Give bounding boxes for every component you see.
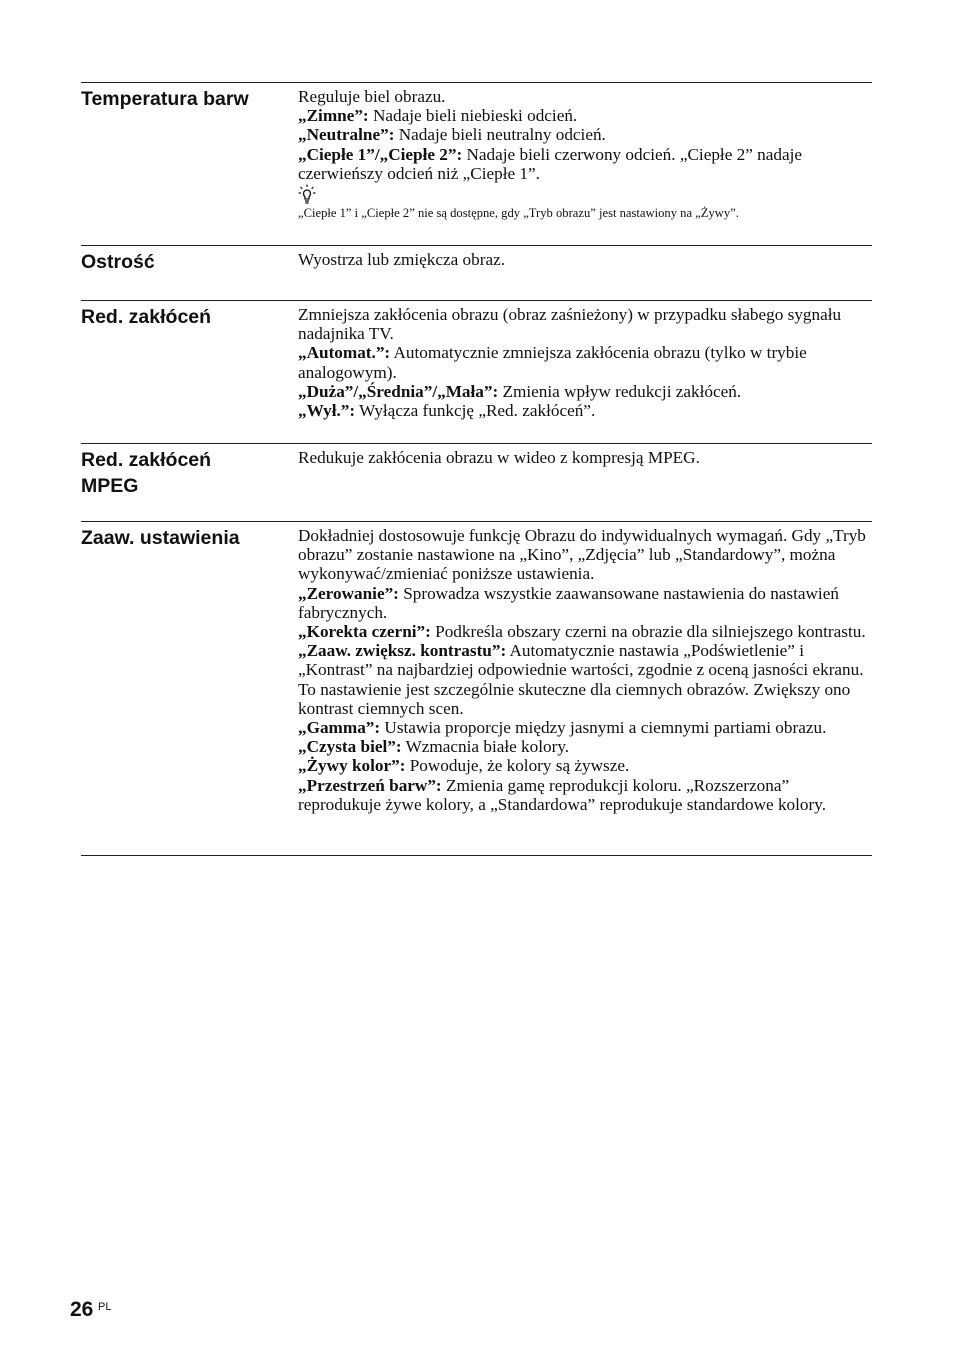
desc-red-zaklocen-mpeg — [298, 444, 872, 521]
option-label: „Czysta biel”: — [298, 737, 402, 757]
option-label: „Automat.”: — [298, 343, 391, 363]
lightbulb-icon — [298, 184, 316, 204]
option-label: „Korekta czerni”: — [298, 622, 431, 642]
option-item — [298, 145, 872, 183]
description-text: Dokładniej dostosowuje funkcję Obrazu do indywidualnych wymagań. Gdy „Tryb obrazu” zostanie nastawione na „Kino”, „Zdjęcia” lub „Standardowy”, można wykonywać/zmieniać poniższe ustawienia. — [298, 526, 866, 584]
option-text: Wyłącza funkcję „Red. zakłóceń”. — [355, 401, 596, 421]
option-label: „Zimne”: — [298, 106, 369, 126]
option-label: „Przestrzeń barw”: — [298, 775, 442, 795]
option-label: „Duża”/„Średnia”/„Mała”: — [298, 381, 499, 401]
description-text: Zmniejsza zakłócenia obrazu (obraz zaśnieżony) w przypadku słabego sygnału nadajnika TV. — [298, 305, 842, 344]
table-row-ostrosc — [81, 246, 872, 301]
option-text: Zmienia gamę reprodukcji koloru. „Rozszerzona” reprodukuje żywe kolory, a „Standardowa” reprodukuje standardowe kolory. — [298, 775, 827, 814]
settings-table — [81, 82, 872, 856]
option-item — [298, 718, 872, 737]
option-text: Podkreśla obszary czerni na obrazie dla silniejszego kontrastu. — [430, 622, 866, 642]
option-label: „Żywy kolor”: — [298, 756, 406, 776]
option-text: Ustawia proporcje między jasnymi a ciemnymi partiami obrazu. — [380, 718, 827, 738]
description-text: Reguluje biel obrazu. — [298, 87, 446, 106]
option-text: Zmienia wpływ redukcji zakłóceń. — [498, 381, 742, 401]
option-item — [298, 737, 872, 756]
option-label: „Neutralne”: — [298, 125, 395, 145]
option-text: Nadaje bieli niebieski odcień. — [368, 106, 578, 126]
description-text: Redukuje zakłócenia obrazu w wideo z kompresją MPEG. — [298, 448, 700, 467]
table-row-zaaw-ustawienia — [81, 522, 872, 856]
note-text: „Ciepłe 1” i „Ciepłe 2” nie są dostępne, gdy „Tryb obrazu” jest nastawiony na „Żywy”. — [298, 206, 739, 221]
desc-ostrosc — [298, 246, 872, 300]
option-item — [298, 401, 872, 420]
term-red-zaklocen-mpeg — [81, 444, 298, 521]
option-text: Nadaje bieli czerwony odcień. „Ciepłe 2” nadaje czerwieńszy odcień niż „Ciepłe 1”. — [298, 144, 802, 183]
table-row-red-zaklocen — [81, 301, 872, 444]
term-red-zaklocen: Red. zakłóceń — [81, 306, 212, 328]
page-number: 26 — [70, 1298, 94, 1321]
term-line: Red. zakłóceń — [81, 449, 212, 471]
term-line: MPEG — [81, 475, 139, 497]
option-text: Nadaje bieli neutralny odcień. — [394, 125, 606, 145]
option-item — [298, 756, 872, 775]
term-ostrosc: Ostrość — [81, 251, 155, 273]
option-label: „Wył.”: — [298, 401, 356, 421]
option-text: Automatycznie nastawia „Podświetlenie” i „Kontrast” na najbardziej odpowiednie wartości, zgodnie z oceną jasności ekranu. To nastawienie jest szczególnie skuteczne dla ciemnych obrazów. Zwiększy ono kontrast ciemnych scen. — [298, 641, 864, 718]
option-item — [298, 125, 872, 144]
option-item — [298, 776, 872, 814]
table-row-red-zaklocen-mpeg — [81, 444, 872, 522]
option-text: Automatycznie zmniejsza zakłócenia obrazu (tylko w trybie analogowym). — [298, 343, 807, 382]
option-label: „Ciepłe 1”/„Ciepłe 2”: — [298, 144, 463, 164]
term-zaaw-ustawienia: Zaaw. ustawienia — [81, 527, 240, 549]
term-temperatura-barw: Temperatura barw — [81, 88, 249, 110]
table-row-temperatura-barw — [81, 83, 872, 246]
option-label: „Gamma”: — [298, 718, 381, 738]
option-label: „Zerowanie”: — [298, 583, 399, 603]
desc-temperatura-barw — [298, 83, 872, 245]
option-label: „Zaaw. zwiększ. kontrastu”: — [298, 641, 507, 661]
option-text: Powoduje, że kolory są żywsze. — [405, 756, 630, 776]
option-text: Sprowadza wszystkie zaawansowane nastawienia do nastawień fabrycznych. — [298, 583, 839, 622]
option-item — [298, 382, 872, 401]
option-text: Wzmacnia białe kolory. — [401, 737, 570, 757]
desc-red-zaklocen — [298, 301, 872, 443]
option-item — [298, 106, 872, 125]
option-item — [298, 641, 872, 718]
desc-zaaw-ustawienia — [298, 522, 872, 855]
option-item — [298, 584, 872, 622]
option-item — [298, 343, 872, 381]
page-language-code: PL — [98, 1301, 112, 1313]
description-text: Wyostrza lub zmiękcza obraz. — [298, 250, 506, 269]
option-item — [298, 622, 872, 641]
